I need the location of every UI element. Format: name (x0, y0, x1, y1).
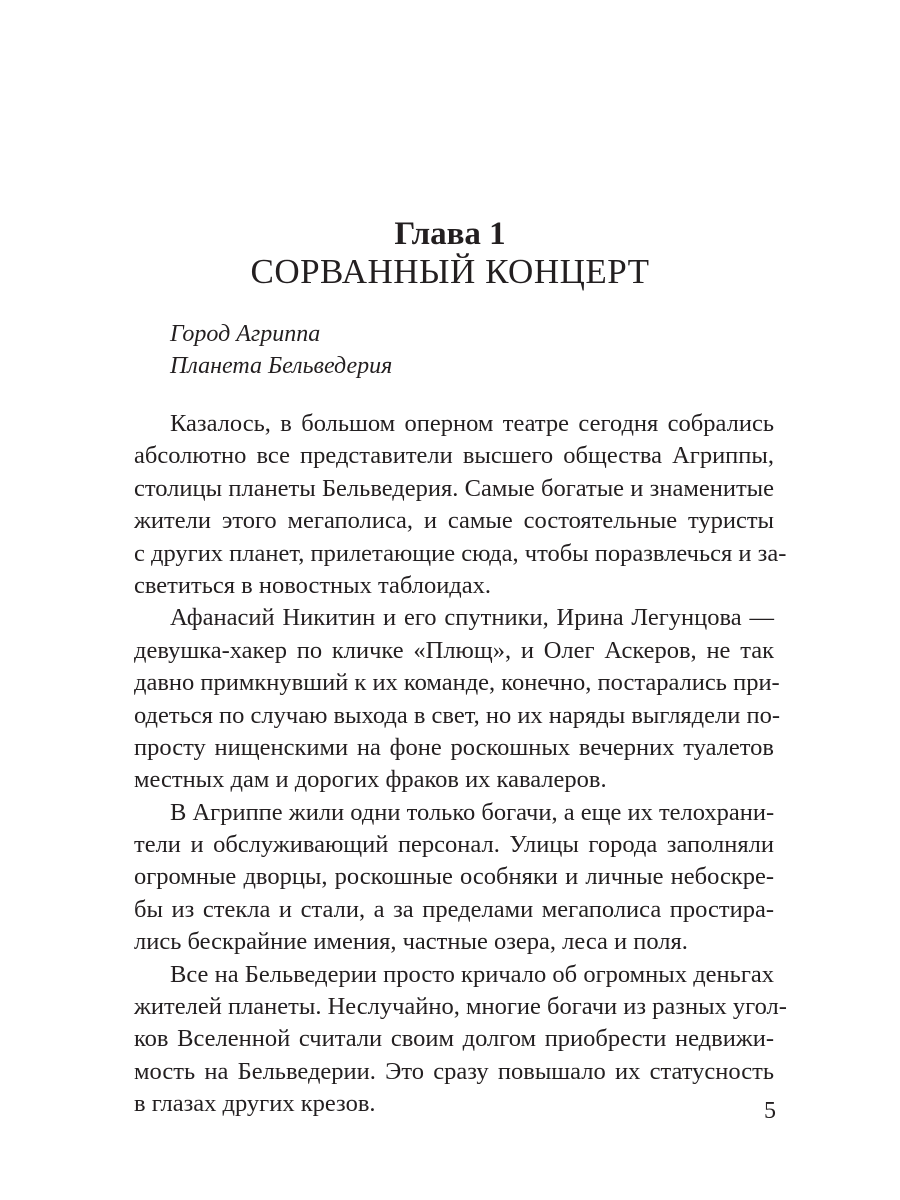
text-line: местных дам и дорогих фраков их кавалеров. (134, 766, 607, 794)
text-line: одеться по случаю выхода в свет, но их наряды выглядели по- (134, 701, 781, 729)
text-line: Афанасий Никитин и его спутники, Ирина Легунцова — (170, 604, 774, 632)
paragraph-3 (134, 797, 774, 959)
text-line: Казалось, в большом оперном театре сегодня собрались (170, 410, 774, 437)
text-line: жители этого мегаполиса, и самые состоятельные туристы (134, 507, 774, 535)
text-line: светиться в новостных таблоидах. (134, 571, 492, 599)
text-line: просту нищенскими на фоне роскошных вечерних туалетов (134, 733, 774, 761)
text-line: Все на Бельведерии просто кричало об огромных деньгах (170, 960, 774, 988)
paragraph-1 (134, 408, 787, 602)
location-city: Город Агриппа (170, 321, 321, 347)
text-line: жителей планеты. Неслучайно, многие богачи из разных угол- (134, 993, 787, 1021)
paragraph-4 (134, 959, 787, 1121)
text-line: девушка-хакер по кличке «Плющ», и Олег Аскеров, не так (134, 636, 774, 664)
text-line: лись бескрайние имения, частные озера, леса и поля. (134, 928, 688, 956)
text-line: огромные дворцы, роскошные особняки и личные небоскре- (134, 863, 774, 891)
text-line: в глазах других крезов. (134, 1090, 376, 1118)
text-line: столицы планеты Бельведерия. Самые богатые и знаменитые (134, 474, 774, 502)
text-line: тели и обслуживающий персонал. Улицы города заполняли (134, 831, 774, 859)
text-line: мость на Бельведерии. Это сразу повышало их статусность (134, 1057, 774, 1085)
text-line: ков Вселенной считали своим долгом приобрести недвижи- (134, 1025, 774, 1053)
chapter-number: Глава 1 (394, 216, 506, 252)
text-line: давно примкнувший к их команде, конечно, постарались при- (134, 669, 780, 697)
chapter-title: СОРВАННЫЙ КОНЦЕРТ (250, 252, 650, 291)
text-line: бы из стекла и стали, а за пределами мегаполиса простира- (134, 895, 774, 923)
paragraph-2 (134, 602, 781, 796)
text-line: с других планет, прилетающие сюда, чтобы поразвлечься и за- (134, 539, 787, 567)
location-planet: Планета Бельведерия (170, 353, 393, 379)
location-epigraph (170, 318, 392, 382)
text-line: абсолютно все представители высшего общества Агриппы, (134, 442, 774, 470)
chapter-body (134, 408, 787, 1121)
page-number: 5 (764, 1098, 776, 1124)
text-line: В Агриппе жили одни только богачи, а еще их телохрани- (170, 798, 775, 826)
